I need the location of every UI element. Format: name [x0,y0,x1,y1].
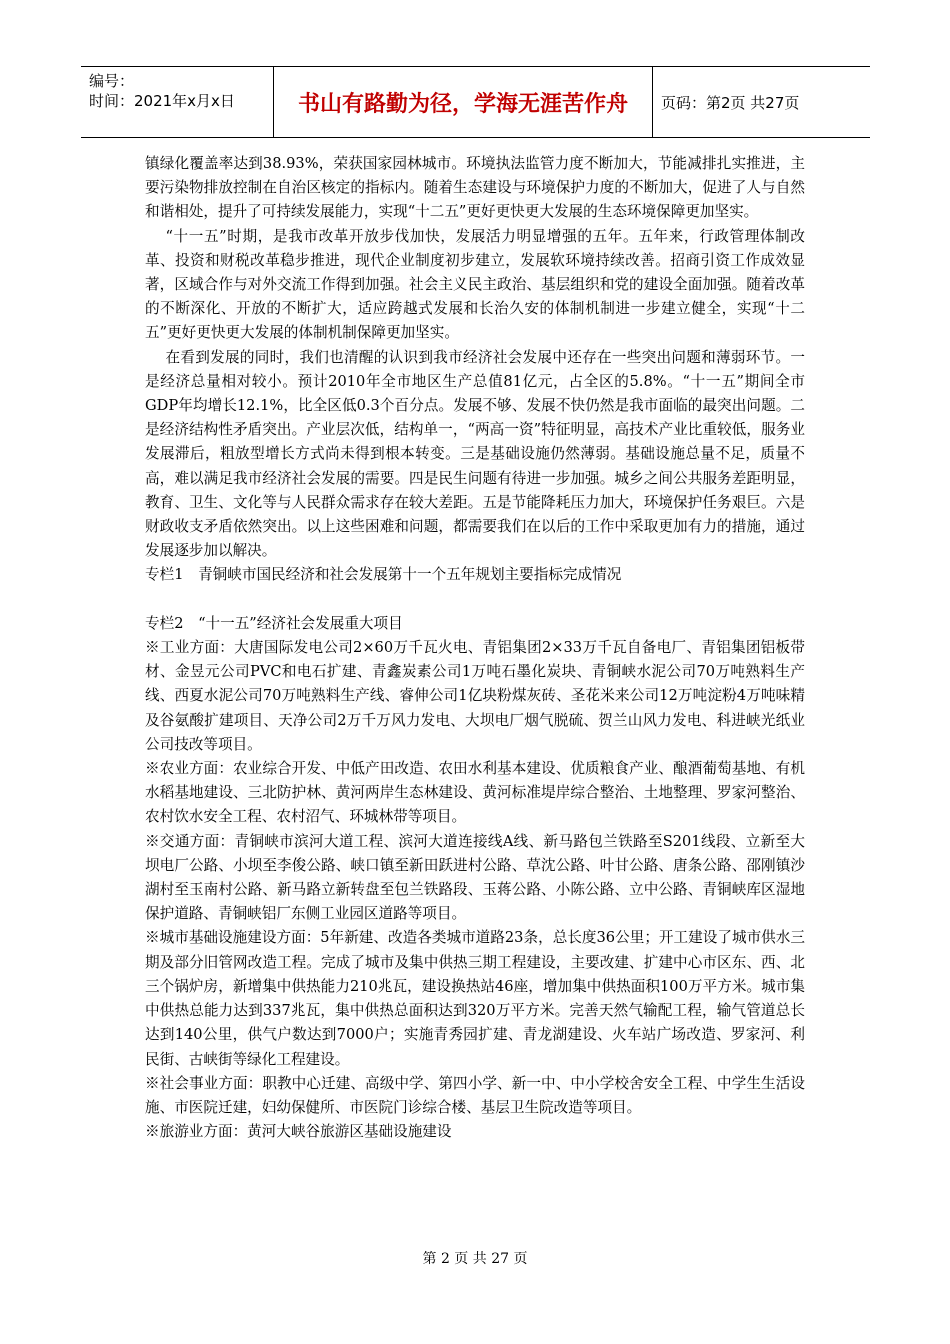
urban-infrastructure-projects: ※城市基础设施建设方面：5年新建、改造各类城市道路23条，总长度36公里；开工建设了城市供水三期及部分旧管网改造工程。完成了城市及集中供热三期工程建设，主要改建、扩建中心市区东、西、北三个锅炉房，新增集中供热能力210兆瓦，建设换热站46座，增加集中供热面积100万平方米。城市集中供热总能力达到337兆瓦，集中供热总面积达到320万平方米。完善天然气输配工程，输气管道总长达到140公里，供气户数达到7000户；实施青秀园扩建、青龙湖建设、火车站广场改造、罗家河、利民街、古峡街等绿化工程建设。 [145,929,805,1068]
page-header [81,66,870,138]
transport-projects: ※交通方面：青铜峡市滨河大道工程、滨河大道连接线A线、新马路包兰铁路至S201线段、立新至大坝电厂公路、小坝至李俊公路、峡口镇至新田跃进村公路、草沈公路、叶甘公路、唐条公路、邵刚镇沙湖村至玉南村公路、新马路立新转盘至包兰铁路段、玉蒋公路、小陈公路、立中公路、青铜峡库区湿地保护道路、青铜峡铝厂东侧工业园区道路等项目。 [145,832,805,923]
document-body [145,152,805,1144]
header-motto: 书山有路勤为径，学海无涯苦作舟 [273,67,653,137]
social-projects: ※社会事业方面：职教中心迁建、高级中学、第四小学、新一中、中小学校舍安全工程、中学生生活设施、市医院迁建，妇幼保健所、市医院门诊综合楼、基层卫生院改造等项目。 [145,1074,805,1116]
blank-line [145,588,805,612]
header-info [81,67,273,137]
column-2-title: 专栏2 “十一五”经济社会发展重大项目 [145,614,403,632]
column-1-title: 专栏1 青铜峡市国民经济和社会发展第十一个五年规划主要指标完成情况 [145,566,622,584]
tourism-projects: ※旅游业方面：黄河大峡谷旅游区基础设施建设 [145,1123,452,1141]
header-page-number: 页码：第2页 共27页 [661,93,800,112]
page-footer: 第 2 页 共 27 页 [422,1251,528,1267]
document-number-label: 编号： [89,72,135,90]
paragraph-reform: “十一五”时期，是我市改革开放步伐加快，发展活力明显增强的五年。五年来，行政管理体制改革、投资和财税改革稳步推进，现代企业制度初步建立，发展软环境持续改善。招商引资工作成效显著，区域合作与对外交流工作得到加强。社会主义民主政治、基层组织和党的建设全面加强。随着改革的不断深化、开放的不断扩大，适应跨越式发展和长治久安的体制机制进一步建立健全，实现“十二五”更好更快更大发展的体制机制保障更加坚实。 [145,227,805,342]
agriculture-projects: ※农业方面：农业综合开发、中低产田改造、农田水利基本建设、优质粮食产业、酿酒葡萄基地、有机水稻基地建设、三北防护林、黄河两岸生态林建设、黄河标准堤岸综合整治、土地整理、罗家河整治、农村饮水安全工程、农村沼气、环城林带等项目。 [145,760,805,826]
document-time-label: 时间：2021年x月x日 [89,92,235,110]
paragraph-problems: 在看到发展的同时，我们也清醒的认识到我市经济社会发展中还存在一些突出问题和薄弱环节。一是经济总量相对较小。预计2010年全市地区生产总值81亿元，占全区的5.8%。“十一五”期间全市GDP年均增长12.1%，比全区低0.3个百分点。发展不够、发展不快仍然是我市面临的最突出问题。二是经济结构性矛盾突出。产业层次低，结构单一，“两高一资”特征明显，高技术产业比重较低，服务业发展滞后，粗放型增长方式尚未得到根本转变。三是基础设施仍然薄弱。基础设施总量不足，质量不高，难以满足我市经济社会发展的需要。四是民生问题有待进一步加强。城乡之间公共服务差距明显，教育、卫生、文化等与人民群众需求存在较大差距。五是节能降耗压力加大，环境保护任务艰巨。六是财政收支矛盾依然突出。以上这些困难和问题，都需要我们在以后的工作中采取更加有力的措施，通过发展逐步加以解决。 [145,348,805,560]
paragraph-green-coverage: 镇绿化覆盖率达到38.93%，荣获国家园林城市。环境执法监管力度不断加大，节能减排扎实推进，主要污染物排放控制在自治区核定的指标内。随着生态建设与环境保护力度的不断加大，促进了人与自然和谐相处，提升了可持续发展能力，实现“十二五”更好更快更大发展的生态环境保障更加坚实。 [145,155,805,221]
industry-projects: ※工业方面：大唐国际发电公司2×60万千瓦火电、青铝集团2×33万千瓦自备电厂、青铝集团铝板带材、金昱元公司PVC和电石扩建、青鑫炭素公司1万吨石墨化炭块、青铜峡水泥公司70万吨熟料生产线、西夏水泥公司70万吨熟料生产线、睿伸公司1亿块粉煤灰砖、圣花米来公司12万吨淀粉4万吨味精及谷氨酸扩建项目、天净公司2万千万风力发电、大坝电厂烟气脱硫、贺兰山风力发电、科进峡光纸业公司技改等项目。 [145,639,805,753]
